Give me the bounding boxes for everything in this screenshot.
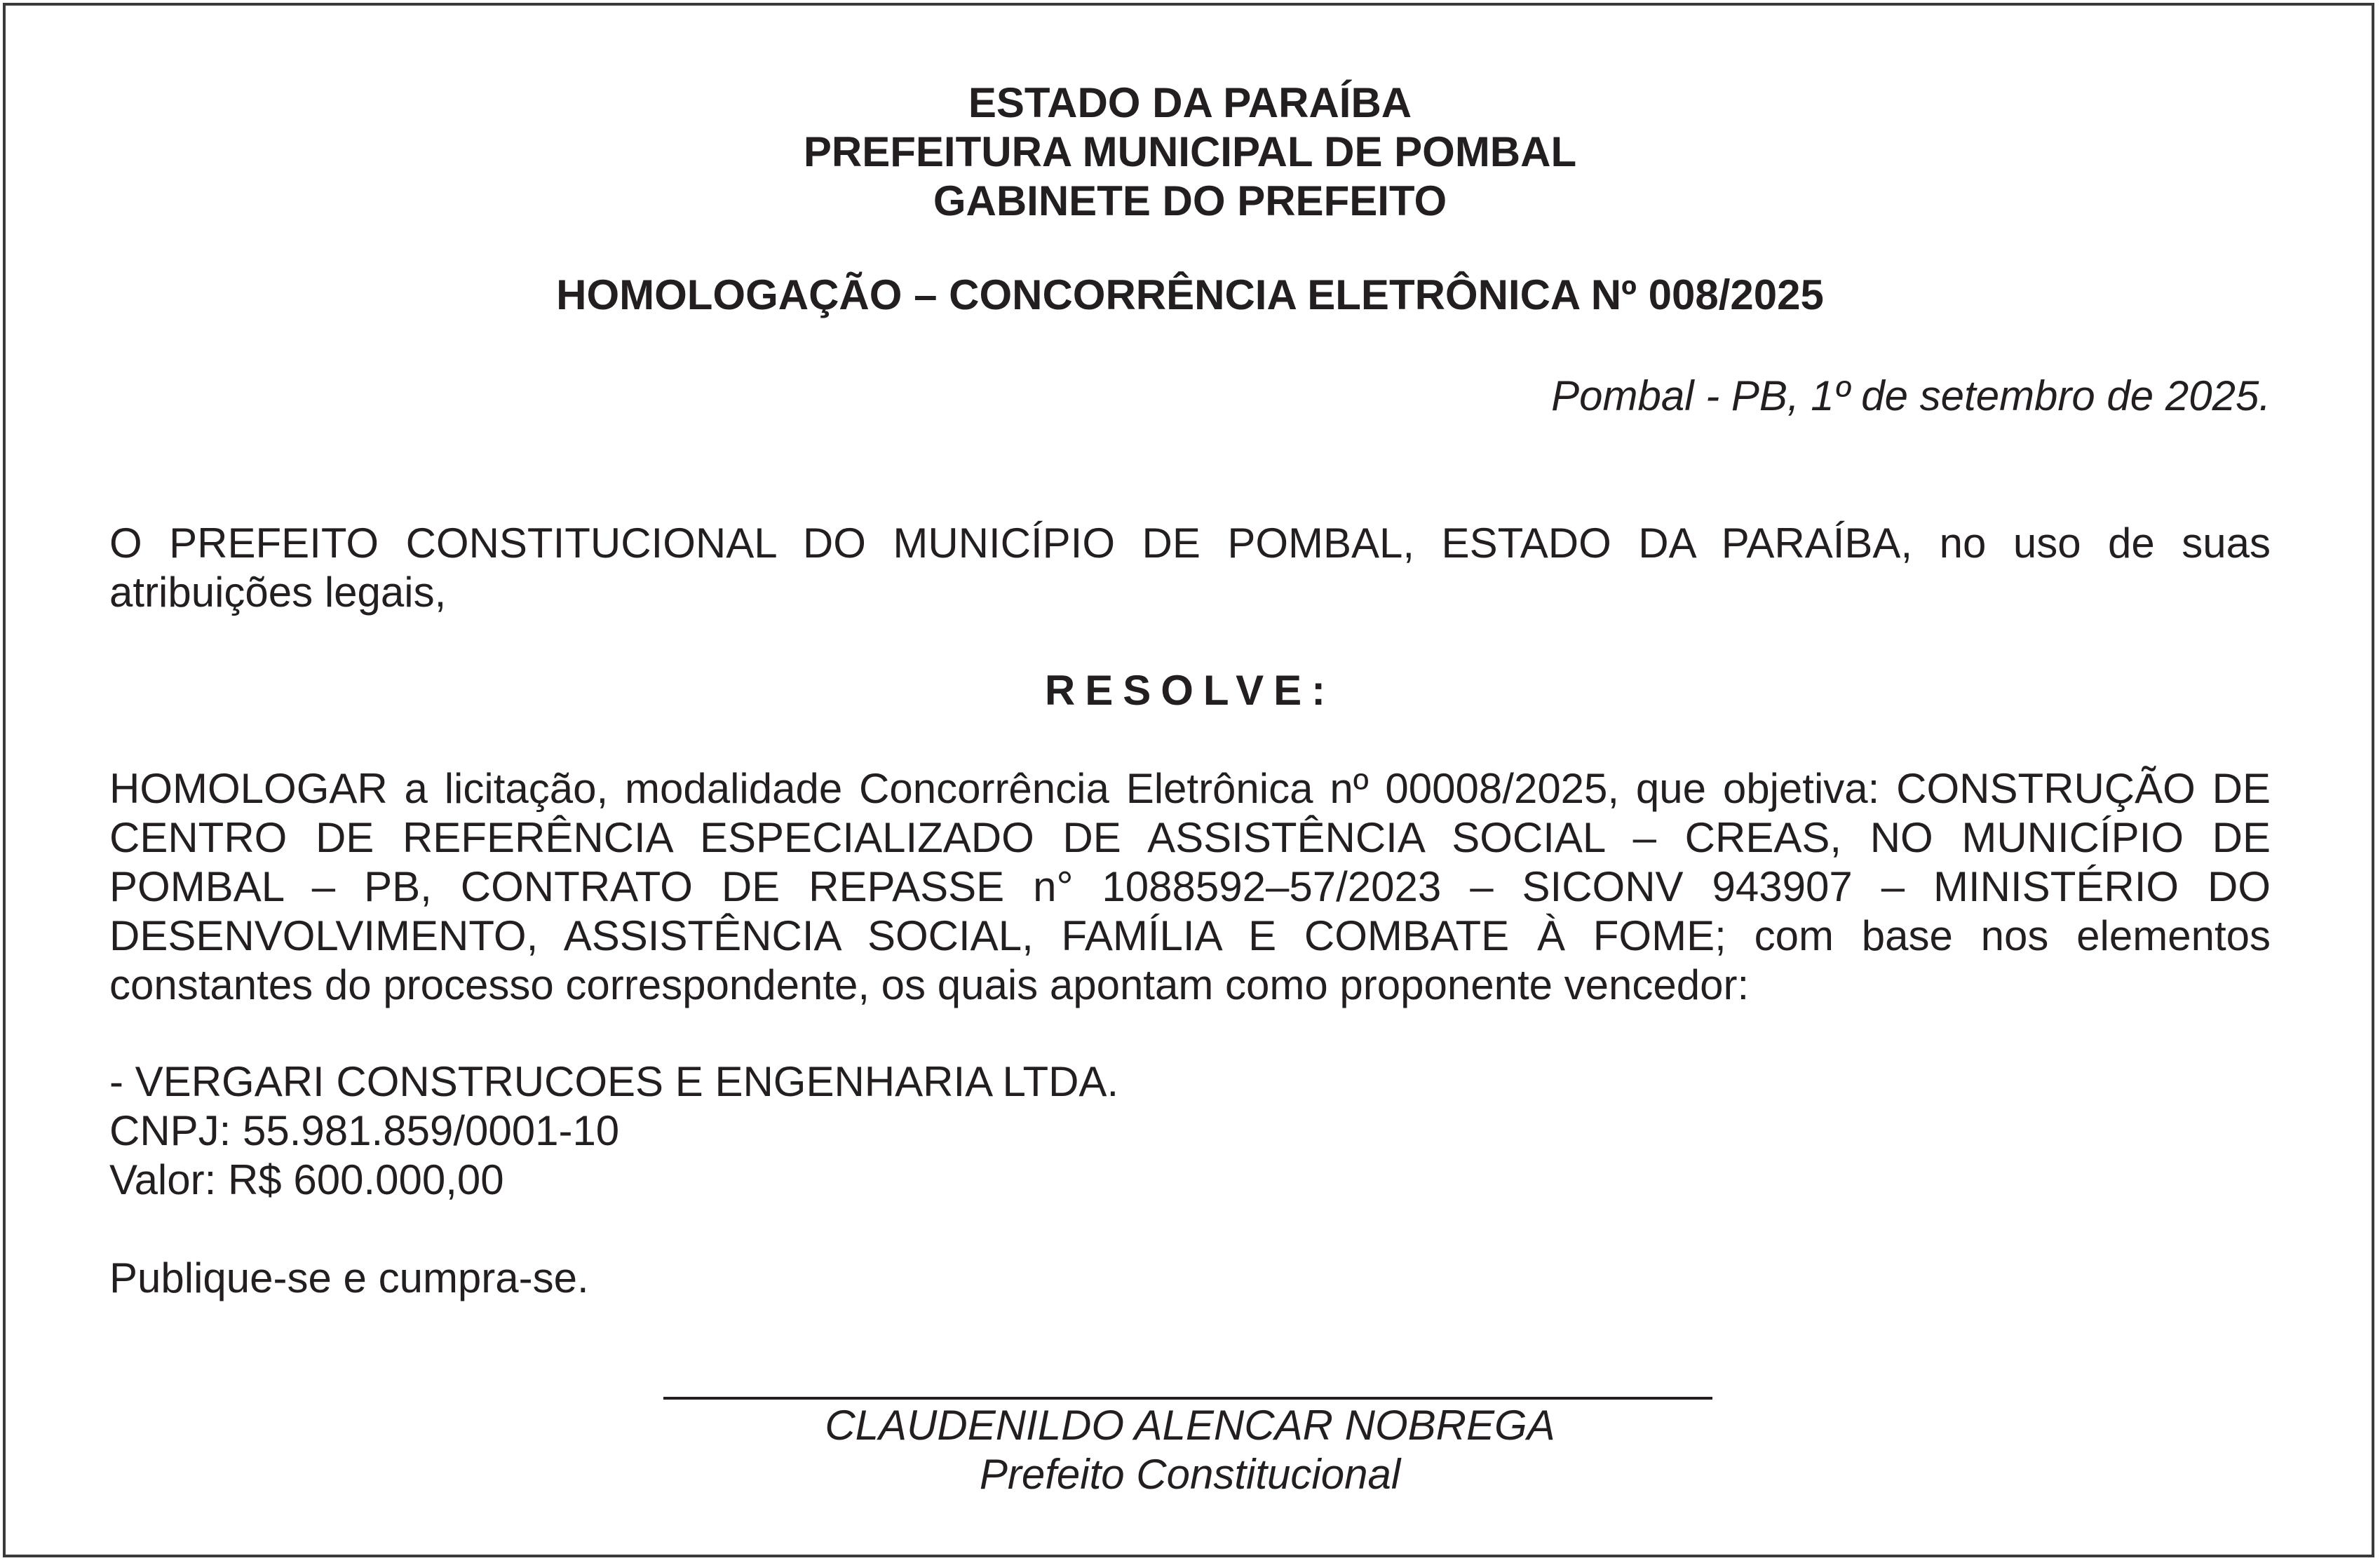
- header-office: GABINETE DO PREFEITO: [933, 177, 1447, 224]
- header-state: ESTADO DA PARAÍBA: [968, 79, 1412, 126]
- document-date: Pombal - PB, 1º de setembro de 2025.: [1551, 372, 2271, 419]
- document-header: [0, 79, 2380, 226]
- header-prefecture: PREFEITURA MUNICIPAL DE POMBAL: [803, 128, 1577, 175]
- winner-value: Valor: R$ 600.000,00: [109, 1156, 504, 1203]
- winner-cnpj: CNPJ: 55.981.859/0001-10: [109, 1107, 620, 1154]
- resolve-heading: RESOLVE:: [1044, 667, 1336, 714]
- signature-line: [663, 1397, 1712, 1400]
- body-paragraph: HOMOLOGAR a licitação, modalidade Concorrência Eletrônica nº 00008/2025, que objetiva: CONSTRUÇÃO DE CENTRO DE REFERÊNCIA ESPECIALIZADO DE ASSISTÊNCIA SOCIAL – CREAS, NO MUNICÍPIO DE POMBAL – PB, CONTRATO DE REPASSE n° 1088592–57/2023 – SICONV 943907 – MINISTÉRIO DO DESENVOLVIMENTO, ASSISTÊNCIA SOCIAL, FAMÍLIA E COMBATE À FOME; com base nos elementos constantes do processo correspondente, os quais apontam como proponente vencedor:: [109, 765, 2271, 1008]
- signatory-role: Prefeito Constitucional: [979, 1451, 1401, 1498]
- document-title: HOMOLOGAÇÃO – CONCORRÊNCIA ELETRÔNICA Nº 008/2025: [556, 271, 1824, 318]
- intro-paragraph: O PREFEITO CONSTITUCIONAL DO MUNICÍPIO DE POMBAL, ESTADO DA PARAÍBA, no uso de suas atribuições legais,: [109, 520, 2271, 616]
- winner-block: [109, 1057, 2271, 1205]
- closing-text: Publique-se e cumpra-se.: [109, 1254, 589, 1301]
- winner-name: - VERGARI CONSTRUCOES E ENGENHARIA LTDA.: [109, 1058, 1119, 1105]
- signatory-name: CLAUDENILDO ALENCAR NOBREGA: [825, 1402, 1555, 1449]
